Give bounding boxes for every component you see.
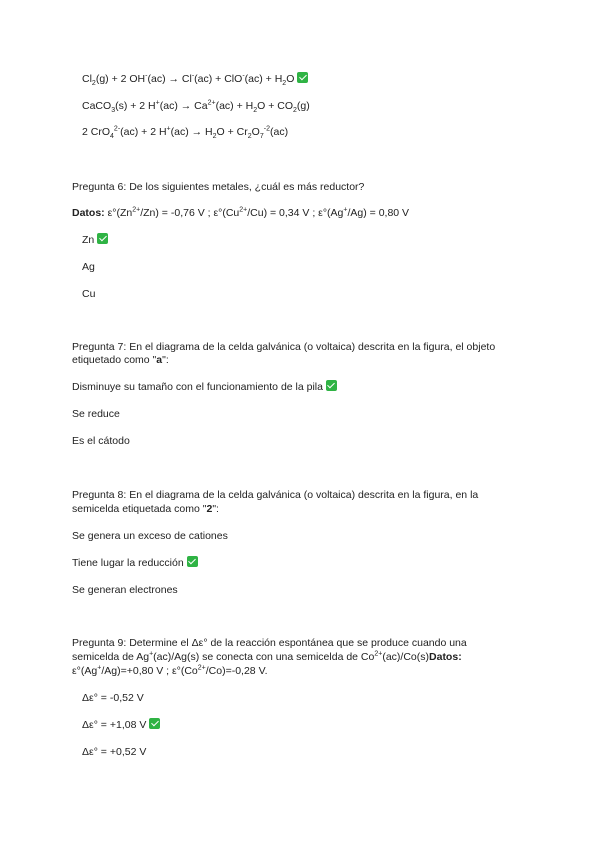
question-8-line2: semicelda etiquetada como "2":: [72, 503, 219, 515]
question-8-line1: Pregunta 8: En el diagrama de la celda galvánica (o voltaica) descrita en la figura, en la: [72, 489, 479, 501]
check-icon: [297, 72, 308, 83]
q8-option-3: Se generan electrones: [72, 584, 178, 596]
question-9-line1: Pregunta 9: Determine el Δε° de la reacción espontánea que se produce cuando una: [72, 637, 467, 649]
check-icon: [97, 233, 108, 244]
option-ag: Ag: [82, 261, 95, 273]
question-7-line2: etiquetado como "a":: [72, 354, 169, 366]
question-9-line3: ε°(Ag+/Ag)=+0,80 V ; $\varepsilon^\circ(Co^{2+}/Co)=-0,28$ V.: [72, 664, 268, 677]
q9-option-1: Δε° = -0,52 V: [82, 692, 144, 704]
question-6-data: Datos: $\varepsilon^\circ(Zn^{2+}/Zn) = -0,76$ V ; $\varepsilon^\circ(Cu^{2+}/Cu) = 0,34$ V ; ε°(Ag+/Ag) = 0,80 V: [72, 206, 410, 219]
question-7-line1: Pregunta 7: En el diagrama de la celda galvánica (o voltaica) descrita en la figura, el objeto: [72, 341, 496, 353]
option-zn: Zn: [82, 233, 108, 247]
check-icon: [149, 718, 160, 729]
check-icon: [326, 380, 337, 391]
equation-2: CaCO$_3$(s) + 2 $H^+(ac) \to Ca^{2+}(ac) + H_2O + CO_2(g)$: [82, 99, 310, 115]
equation-1: $Cl_2(g) + 2$ $OH^-(ac) \to Cl^-(ac) + ClO^-(ac) + H_2O$: [82, 72, 308, 86]
question-9-line2: semicelda de Ag+(ac)/Ag(s) se conecta con una semicelda de $Co^{2+}(ac)/Co(s)Datos$:: [72, 650, 462, 663]
q7-option-2: Se reduce: [72, 408, 120, 420]
q9-option-2: Δε° = +1,08 V: [82, 718, 160, 732]
q7-option-3: Es el cátodo: [72, 435, 130, 447]
q8-option-2: Tiene lugar la reducción: [72, 556, 198, 570]
equation-3: 2 CrO$_4^{2-}$(ac) + 2 $H^+(ac) \to H_2O + Cr_2O_7^{-2}(ac)$: [82, 125, 289, 141]
q9-option-3: Δε° = +0,52 V: [82, 746, 147, 758]
check-icon: [187, 556, 198, 567]
q8-option-1: Se genera un exceso de cationes: [72, 530, 228, 542]
question-6: Pregunta 6: De los siguientes metales, ¿cuál es más reductor?: [72, 181, 365, 193]
q7-option-1: Disminuye su tamaño con el funcionamiento de la pila: [72, 380, 337, 394]
option-cu: Cu: [82, 288, 96, 300]
